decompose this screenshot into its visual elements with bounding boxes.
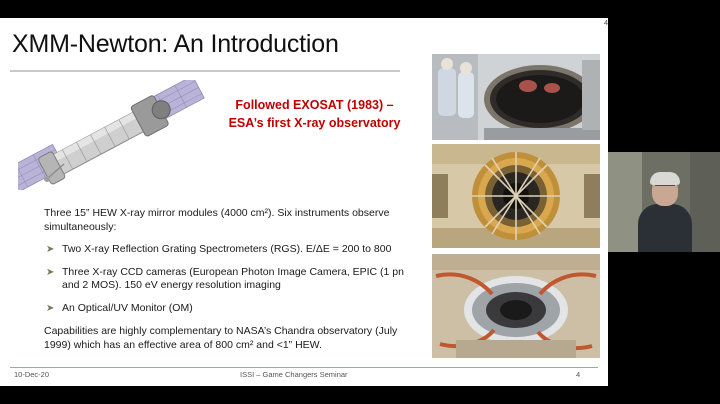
list-item: [44, 243, 424, 257]
footer-date: 10-Dec-20: [14, 370, 50, 379]
webcam-participant-tile[interactable]: [608, 152, 720, 252]
xmm-newton-satellite-illustration: [18, 80, 218, 190]
callout-exosat: [212, 96, 417, 132]
glasses-icon: [655, 185, 675, 191]
webcam-person-torso: [638, 204, 692, 252]
list-item-label: Two X-ray Reflection Grating Spectrometers (RGS). E/ΔE = 200 to 800: [62, 243, 392, 255]
webcam-background-left: [608, 152, 642, 252]
closing-paragraph: Capabilities are highly complementary to NASA’s Chandra observatory (July 1999) which has an effective area of 800 cm² and <1” HEW.: [44, 325, 398, 351]
callout-line-2: ESA’s first X-ray observatory: [228, 116, 401, 130]
page-title: XMM-Newton: An Introduction: [12, 30, 339, 58]
intro-paragraph: Three 15” HEW X-ray mirror modules (4000 cm²). Six instruments observe simultaneously:: [44, 207, 390, 233]
arrow-bullet-icon: ➤: [46, 244, 55, 255]
arrow-bullet-icon: ➤: [46, 266, 55, 278]
instrument-bullet-list: [44, 243, 424, 315]
footer-page-number-alt: 4: [603, 18, 608, 27]
callout-line-1: Followed EXOSAT (1983) –: [235, 98, 394, 112]
footer-divider: [10, 367, 598, 368]
photo-instrument-hardware: [432, 254, 600, 358]
footer-event: ISSI – Game Changers Seminar: [240, 370, 348, 379]
list-item: [44, 302, 424, 316]
slide-body: [44, 206, 424, 361]
list-item-label: An Optical/UV Monitor (OM): [62, 301, 193, 314]
list-item-label: Three X-ray CCD cameras (European Photon Image Camera, EPIC (1 pn and 2 MOS). 150 eV energy resolution imaging: [62, 265, 404, 291]
webcam-person-hair: [650, 172, 680, 185]
title-divider: [10, 70, 400, 72]
footer-page-number: 4: [576, 370, 581, 379]
photo-mirror-module-assembly: [432, 54, 600, 140]
list-item: [44, 266, 424, 293]
presentation-slide: [0, 18, 608, 386]
arrow-bullet-icon: ➤: [46, 302, 55, 314]
photo-mirror-shells-front: [432, 144, 600, 248]
webcam-background-right: [690, 152, 720, 252]
